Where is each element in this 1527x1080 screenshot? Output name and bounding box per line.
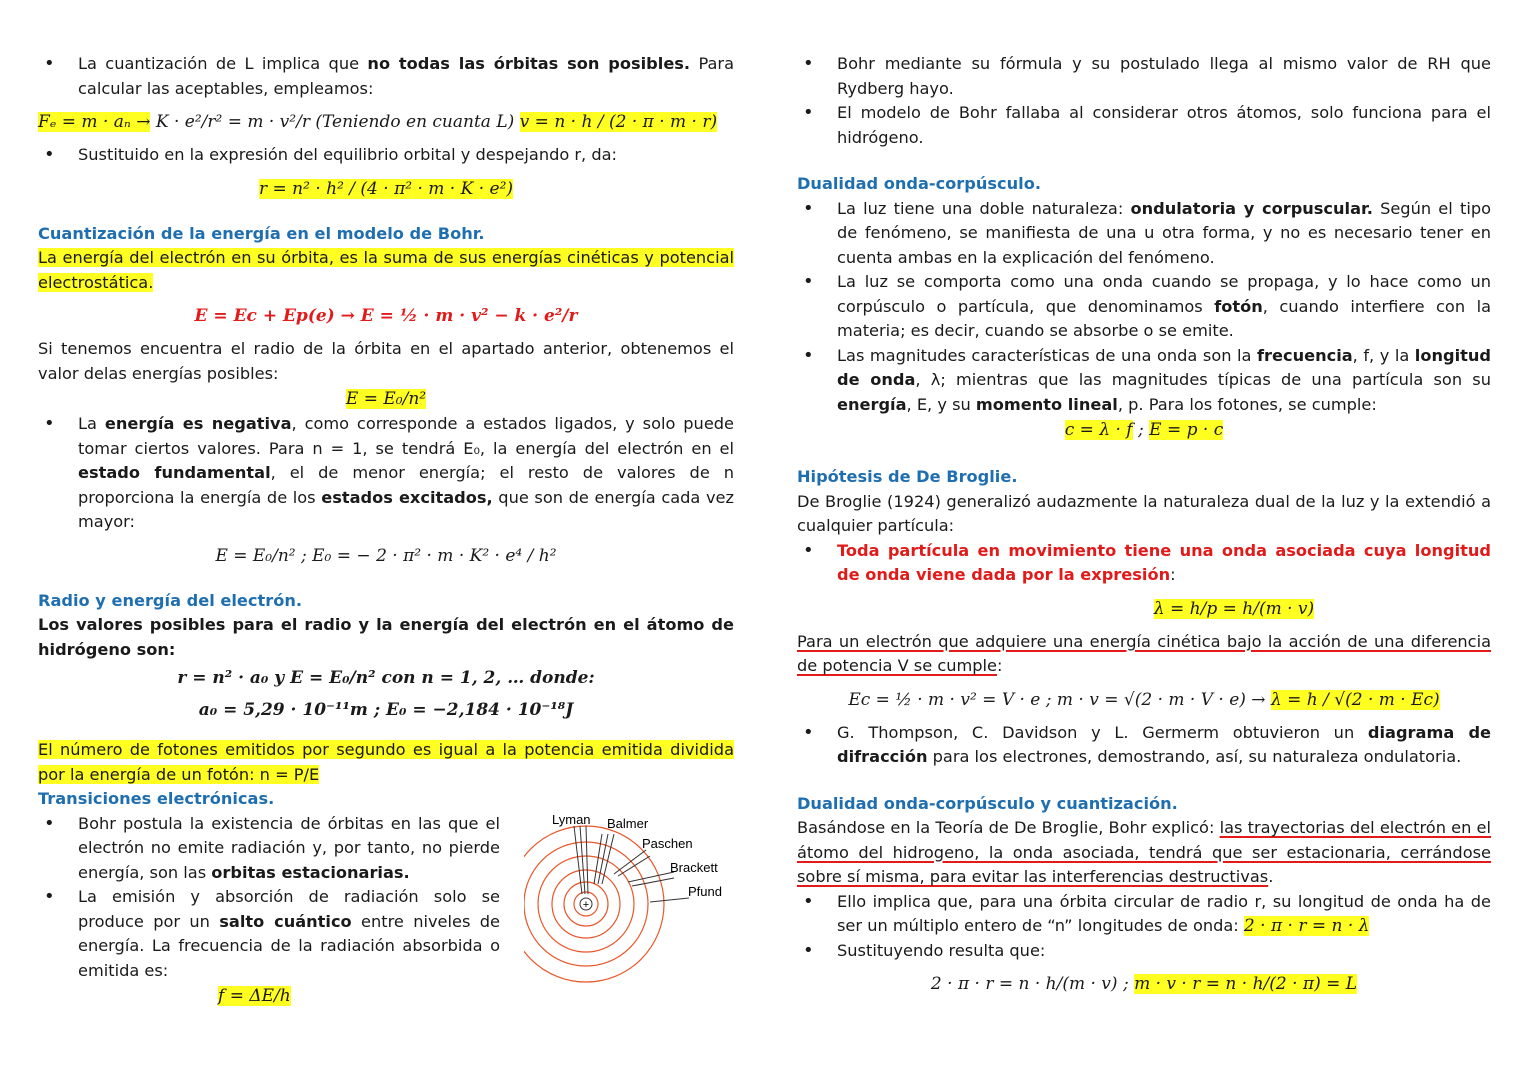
equation-radius: r = n² · h² / (4 · π² · m · K · e²) <box>258 178 514 199</box>
bullet-orbit-wavelength: • Ello implica que, para una órbita circular de radio r, su longitud de onda ha de ser un múltiplo entero de “n” longitudes de onda: 2 · π · r = n · λ <box>797 890 1491 939</box>
bullet-substitution: • Sustituido en la expresión del equilibrio orbital y despejando r, da: <box>38 143 734 168</box>
equation-a0: a₀ = 5,29 · 10⁻¹¹m ; E₀ = −2,184 · 10⁻¹⁸J <box>198 700 574 720</box>
nucleus-sign: + <box>582 898 590 911</box>
bohr-spectral-series-diagram <box>524 812 734 1012</box>
label-pfund: Pfund <box>688 883 722 899</box>
paragraph-electron-potential: Para un electrón que adquiere una energía cinética bajo la acción de una diferencia de potencia V se cumple: <box>797 631 1491 675</box>
equation-rn: r = n² · a₀ y E = E₀/n² con n = 1, 2, … donde: <box>177 668 595 688</box>
equation-e0-expression: E = E₀/n² ; E₀ = − 2 · π² · m · K² · e⁴ / h² <box>215 545 557 566</box>
equation-final: 2 · π · r = n · h/(m · v) ; m · v · r = n · h/(2 · π) = L <box>930 974 1358 994</box>
bullet-negative-energy: • La energía es negativa, como corresponde a estados ligados, y solo puede tomar ciertos valores. Para n = 1, se tendrá E₀, la energía del electrón en el estado fundamental, el de menor energía; el resto de valores de n proporciona la energía de los estados excitados, que son de energía cada vez mayor: <box>38 412 734 535</box>
paragraph-energy-sum: La energía del electrón en su órbita, es la suma de sus energías cinéticas y potencial electrostática. <box>38 248 734 292</box>
bullet-dual-nature: • La luz tiene una doble naturaleza: ondulatoria y corpuscular. Según el tipo de fenómeno, se manifiesta de una u otra forma, y no es necesario tener en cuenta ambas en la explicación del fenómeno. <box>797 197 1491 271</box>
equation-energy: E = Ec + Ep(e) → E = ½ · m · v² − k · e²/r <box>194 306 578 326</box>
equation-e0: E = E₀/n² <box>345 389 427 409</box>
label-brackett: Brackett <box>670 859 718 875</box>
paragraph-possible-values: Los valores posibles para el radio y la energía del electrón en el átomo de hidrógeno son: <box>38 615 734 659</box>
equation-kinetic: Ec = ½ · m · v² = V · e ; m · v = √(2 · m · V · e) → λ = h / √(2 · m · Ec) <box>848 689 1440 710</box>
bullet-magnitudes: • Las magnitudes características de una onda son la frecuencia, f, y la longitud de onda, λ; mientras que las magnitudes típicas de una partícula son su energía, E, y su momento lineal, p. Para los fotones, se cumple: <box>797 344 1491 418</box>
left-column <box>38 52 734 1009</box>
bullet-quantization: • La cuantización de L implica que no todas las órbitas son posibles. Para calcular las aceptables, empleamos: <box>38 52 734 101</box>
label-paschen: Paschen <box>642 835 693 851</box>
paragraph-photon-count: El número de fotones emitidos por segundo es igual a la potencia emitida dividida por la energía de un fotón: n = P/E <box>38 740 734 784</box>
paragraph-energy-values: Si tenemos encuentra el radio de la órbita en el apartado anterior, obtenemos el valor delas energías posibles: <box>38 339 734 383</box>
equation-force-balance: Fₑ = m · aₙ → K · e²/r² = m · v²/r (Teniendo en cuanta L) v = n · h / (2 · π · m · r) <box>38 112 718 132</box>
equation-photon: c = λ · f ; E = p · c <box>1064 420 1224 440</box>
heading-energy-quantization: Cuantización de la energía en el modelo de Bohr. <box>38 223 485 243</box>
heading-transitions: Transiciones electrónicas. <box>38 789 275 808</box>
bullet-rydberg: • Bohr mediante su fórmula y su postulado llega al mismo valor de RH que Rydberg hayo. <box>797 52 1491 101</box>
right-column <box>797 52 1491 1005</box>
heading-wave-particle: Dualidad onda-corpúsculo. <box>797 174 1041 193</box>
label-balmer: Balmer <box>607 815 649 831</box>
label-lyman: Lyman <box>552 811 591 827</box>
bullet-photon: • La luz se comporta como una onda cuando se propaga, y lo hace como un corpúsculo o partícula, que denominamos fotón, cuando interfiere con la materia; es decir, cuando se absorbe o se emite. <box>797 270 1491 344</box>
bullet-diffraction: • G. Thompson, C. Davidson y L. Germerm obtuvieron un diagrama de difracción para los electrones, demostrando, así, su naturaleza ondulatoria. <box>797 721 1491 770</box>
heading-radius-energy: Radio y energía del electrón. <box>38 590 302 610</box>
bullet-substituting: • Sustituyendo resulta que: <box>797 939 1491 964</box>
bullet-model-failure: • El modelo de Bohr fallaba al considerar otros átomos, solo funciona para el hidrógeno. <box>797 101 1491 150</box>
bullet-wave-particle-statement: • Toda partícula en movimiento tiene una onda asociada cuya longitud de onda viene dada por la expresión: <box>797 539 1491 588</box>
paragraph-de-broglie: De Broglie (1924) generalizó audazmente la naturaleza dual de la luz y la extendió a cualquier partícula: <box>797 491 1491 535</box>
heading-quantization: Dualidad onda-corpúsculo y cuantización. <box>797 793 1178 813</box>
paragraph-bohr-explained: Basándose en la Teoría de De Broglie, Bohr explicó: las trayectorias del electrón en el átomo del hidrogeno, la onda asociada, tendrá que ser estacionaria, cerrándose sobre sí misma, para evitar las interferencias destructivas. <box>797 818 1491 886</box>
bullet-stationary-orbits: • Bohr postula la existencia de órbitas en las que el electrón no emite radiación y, por tanto, no pierde energía, son las orbitas estacionarias. <box>38 812 500 886</box>
equation-lambda: λ = h/p = h/(m · v) <box>1153 598 1315 619</box>
bullet-quantum-jump: • La emisión y absorción de radiación solo se produce por un salto cuántico entre niveles de energía. La frecuencia de la radiación absorbida o emitida es: <box>38 885 500 983</box>
heading-de-broglie: Hipótesis de De Broglie. <box>797 467 1018 486</box>
equation-frequency: f = ΔE/h <box>218 986 291 1006</box>
